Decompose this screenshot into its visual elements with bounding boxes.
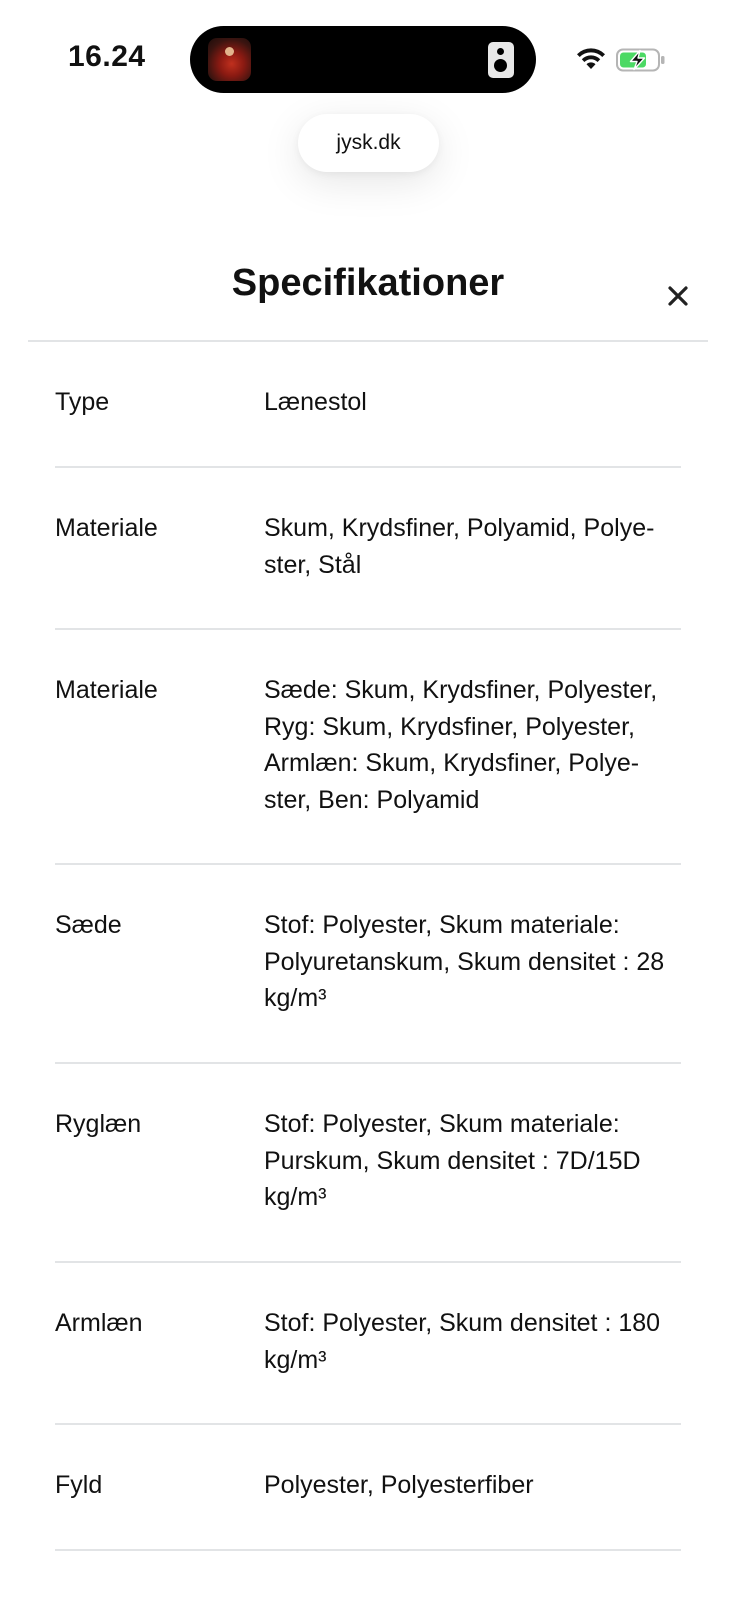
row-divider	[55, 1549, 681, 1551]
spec-row	[0, 468, 736, 630]
spec-row	[0, 1064, 736, 1263]
battery-charging-icon	[616, 48, 666, 72]
spec-label: Fyld	[55, 1471, 103, 1499]
spec-row	[0, 1263, 736, 1425]
url-text: jysk.dk	[336, 131, 401, 154]
address-bar[interactable]	[298, 114, 439, 172]
spec-value: Stof: Polyester, Skum densitet : 180 kg/m³	[264, 1309, 661, 1374]
spec-label: Sæde	[55, 911, 122, 939]
spec-row	[0, 1425, 736, 1551]
speaker-icon	[488, 42, 514, 78]
status-time: 16.24	[68, 40, 146, 73]
spec-value: Sæde: Skum, Krydsfiner, Polyester, Ryg: Skum, Krydsfiner, Polyester, Armlæn: Skum, Krydsfiner, Polye-ster, Ben: Polyamid	[264, 676, 658, 814]
spec-value: Lænestol	[264, 388, 367, 416]
close-button[interactable]	[660, 278, 696, 314]
dynamic-island[interactable]	[190, 26, 536, 93]
spec-row	[0, 865, 736, 1064]
status-bar	[0, 0, 736, 110]
now-playing-thumbnail-icon	[208, 38, 251, 81]
spec-value: Polyester, Polyesterfiber	[264, 1471, 534, 1499]
spec-value: Skum, Krydsfiner, Polyamid, Polye-ster, Stål	[264, 514, 655, 579]
spec-label: Materiale	[55, 514, 158, 542]
spec-label: Materiale	[55, 676, 158, 704]
spec-row	[0, 342, 736, 468]
wifi-icon	[575, 45, 607, 71]
spec-label: Armlæn	[55, 1309, 143, 1337]
spec-value: Stof: Polyester, Skum materiale: Purskum, Skum densitet : 7D/15D kg/m³	[264, 1110, 641, 1211]
sheet-title: Specifikationer	[231, 262, 505, 304]
spec-label: Ryglæn	[55, 1110, 142, 1138]
spec-label: Type	[55, 388, 110, 416]
close-icon	[667, 285, 689, 307]
spec-value: Stof: Polyester, Skum materiale: Polyuretanskum, Skum densitet : 28 kg/m³	[264, 911, 665, 1012]
spec-list	[0, 342, 736, 1551]
spec-row	[0, 630, 736, 865]
